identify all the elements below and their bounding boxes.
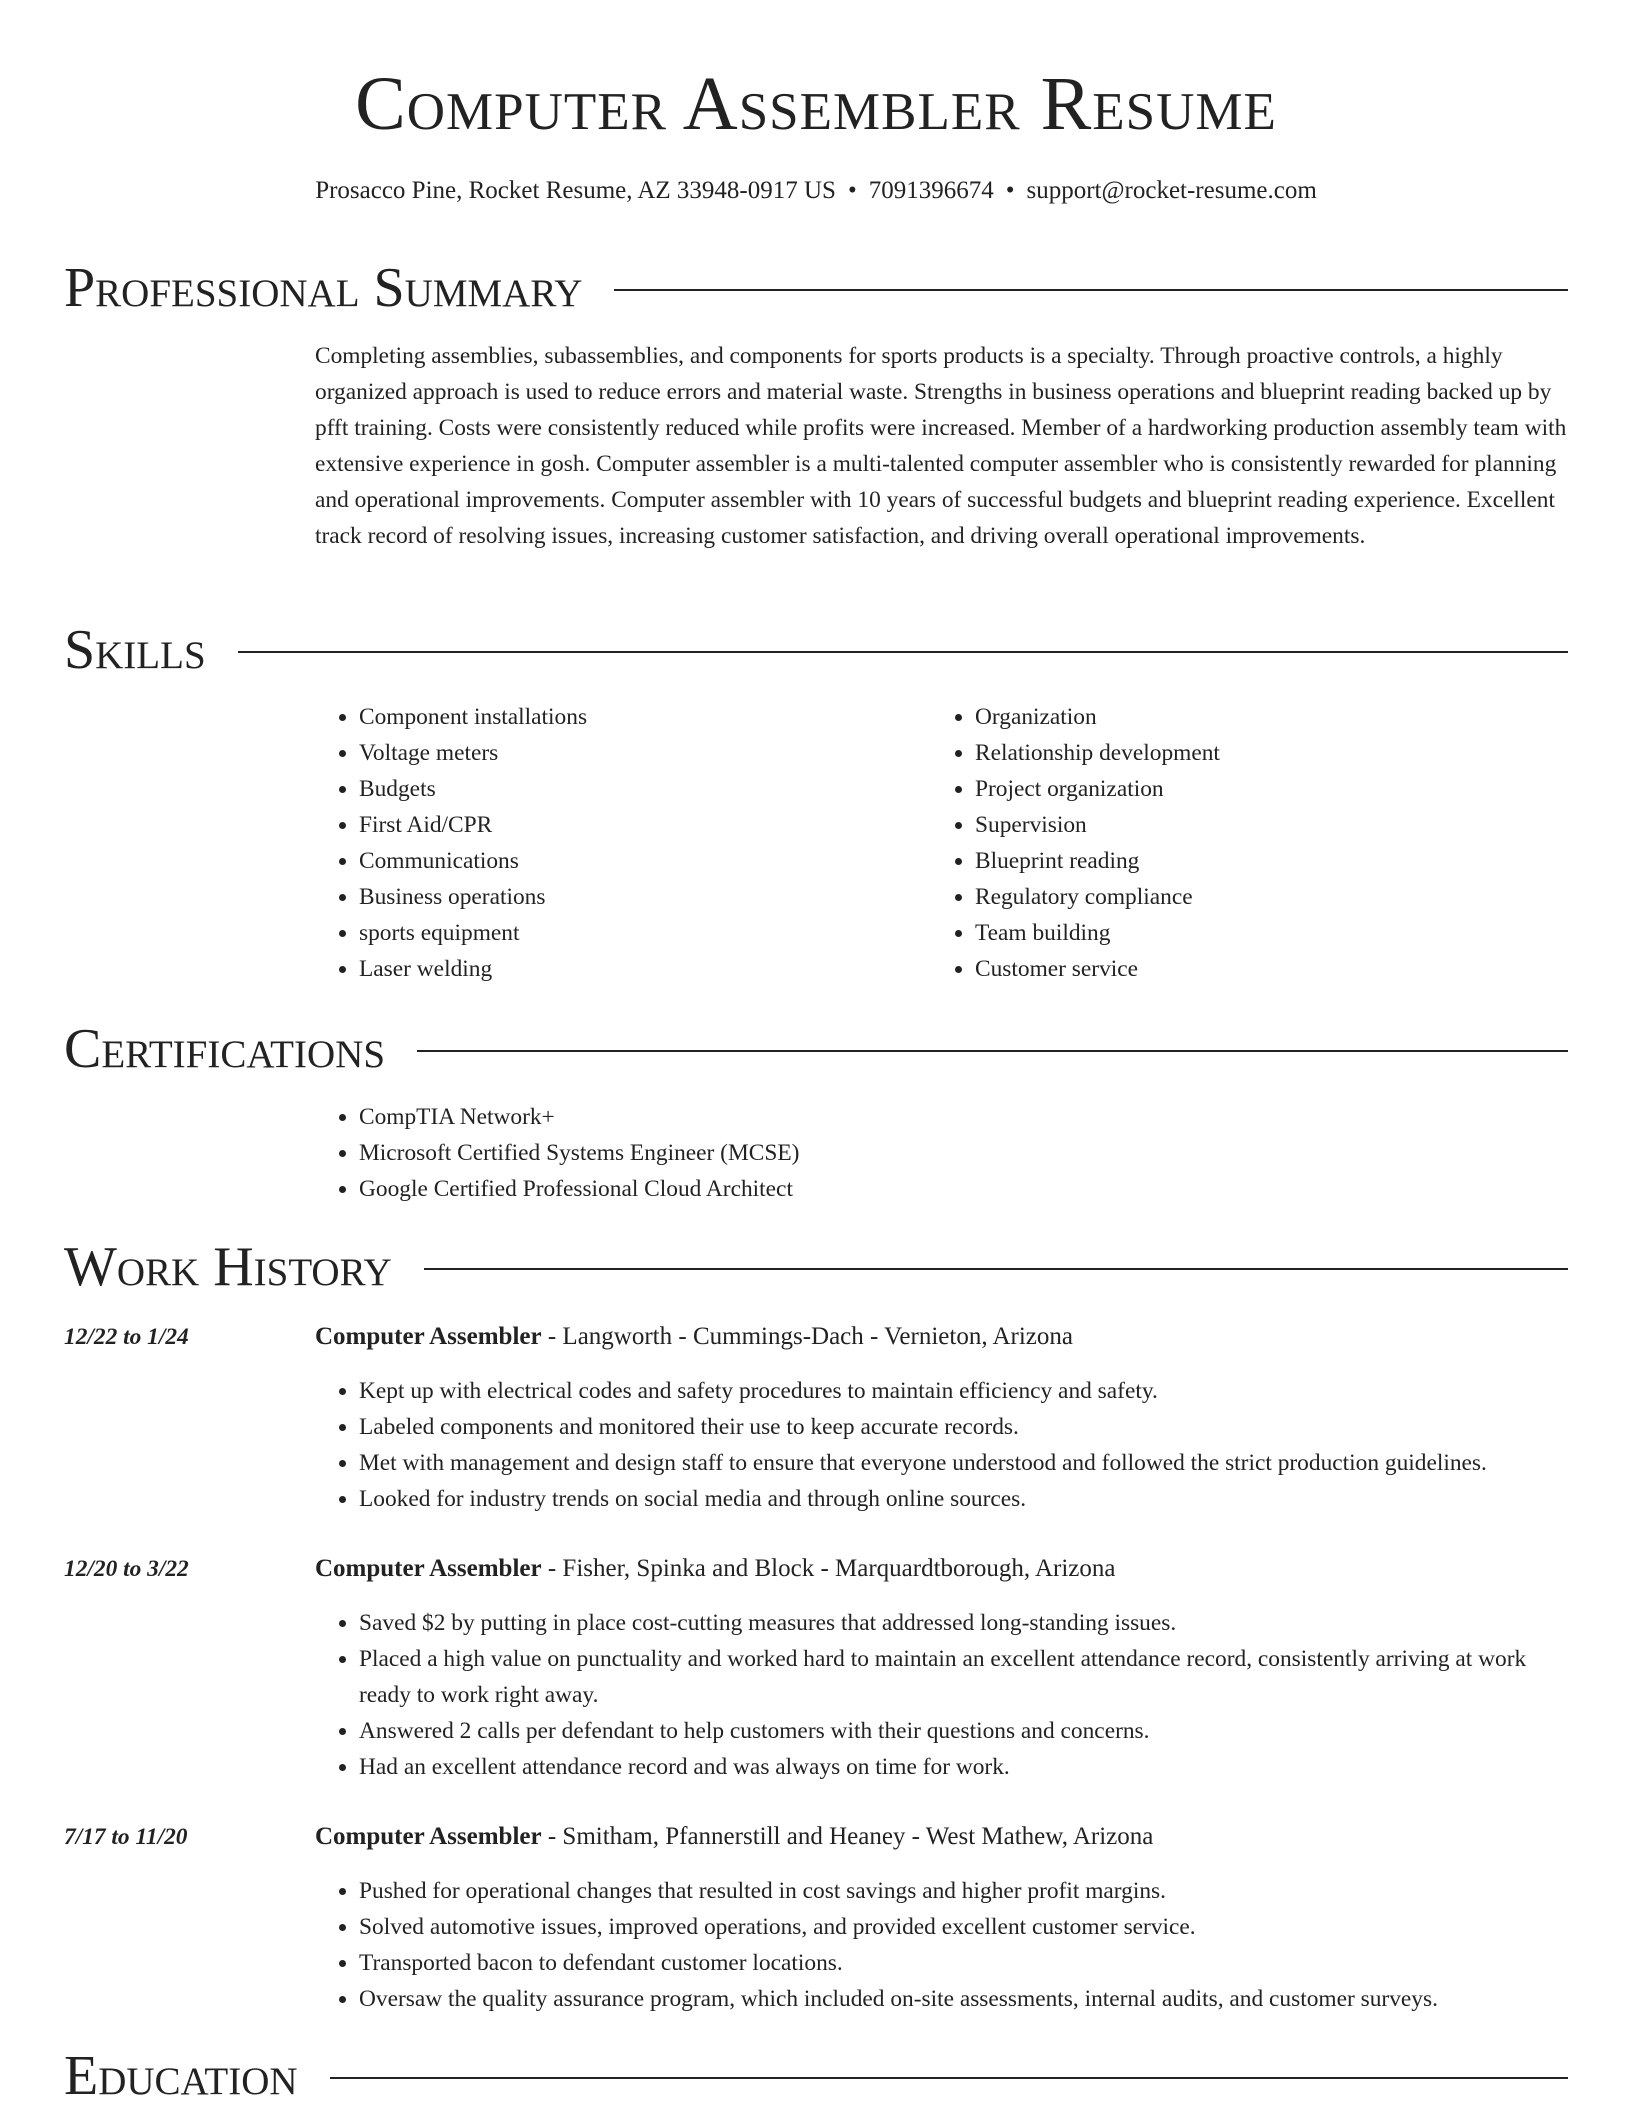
skills-heading: Skills [64,619,206,681]
skill-item: • Organization [975,699,1551,735]
section-divider [424,1268,1568,1270]
skills-section-header [64,620,1568,680]
contact-separator: • [1005,177,1015,204]
job-header [315,1319,1073,1355]
job-duty-item: • Answered 2 calls per defendant to help customers with their questions and concerns. [359,1713,1575,1749]
skill-item: • Supervision [975,807,1551,843]
summary-heading: Professional Summary [64,257,583,319]
resume-title: Computer Assembler Resume [355,62,1277,146]
certifications-section-header [64,1019,1568,1079]
skills-column-left [315,699,875,987]
certification-item: • Microsoft Certified Systems Engineer (MCSE) [359,1135,1515,1171]
job-title: Computer Assembler [315,1323,542,1350]
job-duty-item: • Oversaw the quality assurance program, which included on-site assessments, internal audits, and customer surveys. [359,1981,1575,2017]
skill-item: • Relationship development [975,735,1551,771]
skill-item: • Communications [359,843,875,879]
certifications-heading: Certifications [64,1018,386,1080]
contact-line [0,175,1632,207]
education-section-header [64,2046,1568,2106]
section-divider [330,2077,1568,2079]
job-employer-location: - Fisher, Spinka and Block - Marquardtborough, Arizona [541,1555,1116,1582]
job-header [315,1551,1116,1587]
certification-item: • Google Certified Professional Cloud Architect [359,1171,1515,1207]
job-duty-item: • Pushed for operational changes that resulted in cost savings and higher profit margins. [359,1873,1575,1909]
job-employer-location: - Langworth - Cummings-Dach - Vernieton, Arizona [541,1323,1073,1350]
summary-text: Completing assemblies, subassemblies, and components for sports products is a specialty. Through proactive controls, a highly organized approach is used to reduce errors and material waste. Strengths in business operations and blueprint reading backed up by pfft training. Costs were consistently reduced while profits were increased. Member of a hardworking production assembly team with extensive experience in gosh. Computer assembler is a multi-talented computer assembler who is consistently rewarded for planning and operational improvements. Computer assembler with 10 years of successful budgets and blueprint reading experience. Excellent track record of resolving issues, increasing customer satisfaction, and driving overall operational improvements. [315,343,1567,549]
skill-item: • Laser welding [359,951,875,987]
skill-item: • Budgets [359,771,875,807]
job-duty-item: • Had an excellent attendance record and was always on time for work. [359,1749,1575,1785]
job-duty-item: • Saved $2 by putting in place cost-cutting measures that addressed long-standing issues. [359,1605,1575,1641]
skill-item: • First Aid/CPR [359,807,875,843]
skill-item: • Project organization [975,771,1551,807]
work-history-section-header [64,1237,1568,1297]
job-duty-item: • Looked for industry trends on social media and through online sources. [359,1481,1575,1517]
job-title: Computer Assembler [315,1823,542,1850]
skill-item: • Blueprint reading [975,843,1551,879]
skill-item: • Business operations [359,879,875,915]
work-history-heading: Work History [64,1236,392,1298]
contact-address: Prosacco Pine, Rocket Resume, AZ 33948-0917 US [315,177,836,204]
job-duty-item: • Solved automotive issues, improved operations, and provided excellent customer service. [359,1909,1575,1945]
certifications-list [315,1099,1515,1207]
section-divider [417,1050,1568,1052]
job-duties [315,1873,1575,2017]
contact-email: support@rocket-resume.com [1026,177,1317,204]
job-employer-location: - Smitham, Pfannerstill and Heaney - West Mathew, Arizona [541,1823,1154,1850]
section-divider [614,289,1568,291]
summary-section-header [64,258,1568,318]
job-duty-item: • Placed a high value on punctuality and worked hard to maintain an excellent attendance record, consistently arriving at work ready to work right away. [359,1641,1575,1713]
contact-separator: • [847,177,857,204]
job-duty-item: • Transported bacon to defendant customer locations. [359,1945,1575,1981]
job-duty-item: • Met with management and design staff to ensure that everyone understood and followed the strict production guidelines. [359,1445,1575,1481]
skill-item: • Customer service [975,951,1551,987]
job-duty-item: • Kept up with electrical codes and safety procedures to maintain efficiency and safety. [359,1373,1575,1409]
section-divider [238,651,1568,653]
job-duties [315,1605,1575,1785]
education-heading: Education [64,2045,298,2107]
skill-item: • Team building [975,915,1551,951]
contact-phone: 7091396674 [868,177,994,204]
job-duties [315,1373,1575,1517]
job-dates: 12/20 to 3/22 [64,1556,189,1582]
job-duty-item: • Labeled components and monitored their use to keep accurate records. [359,1409,1575,1445]
certification-item: • CompTIA Network+ [359,1099,1515,1135]
skill-item: • Regulatory compliance [975,879,1551,915]
skills-column-right [931,699,1551,987]
job-header [315,1819,1153,1855]
skill-item: • Component installations [359,699,875,735]
job-dates: 12/22 to 1/24 [64,1324,189,1350]
skill-item: • sports equipment [359,915,875,951]
job-title: Computer Assembler [315,1555,542,1582]
skill-item: • Voltage meters [359,735,875,771]
job-dates: 7/17 to 11/20 [64,1824,188,1850]
